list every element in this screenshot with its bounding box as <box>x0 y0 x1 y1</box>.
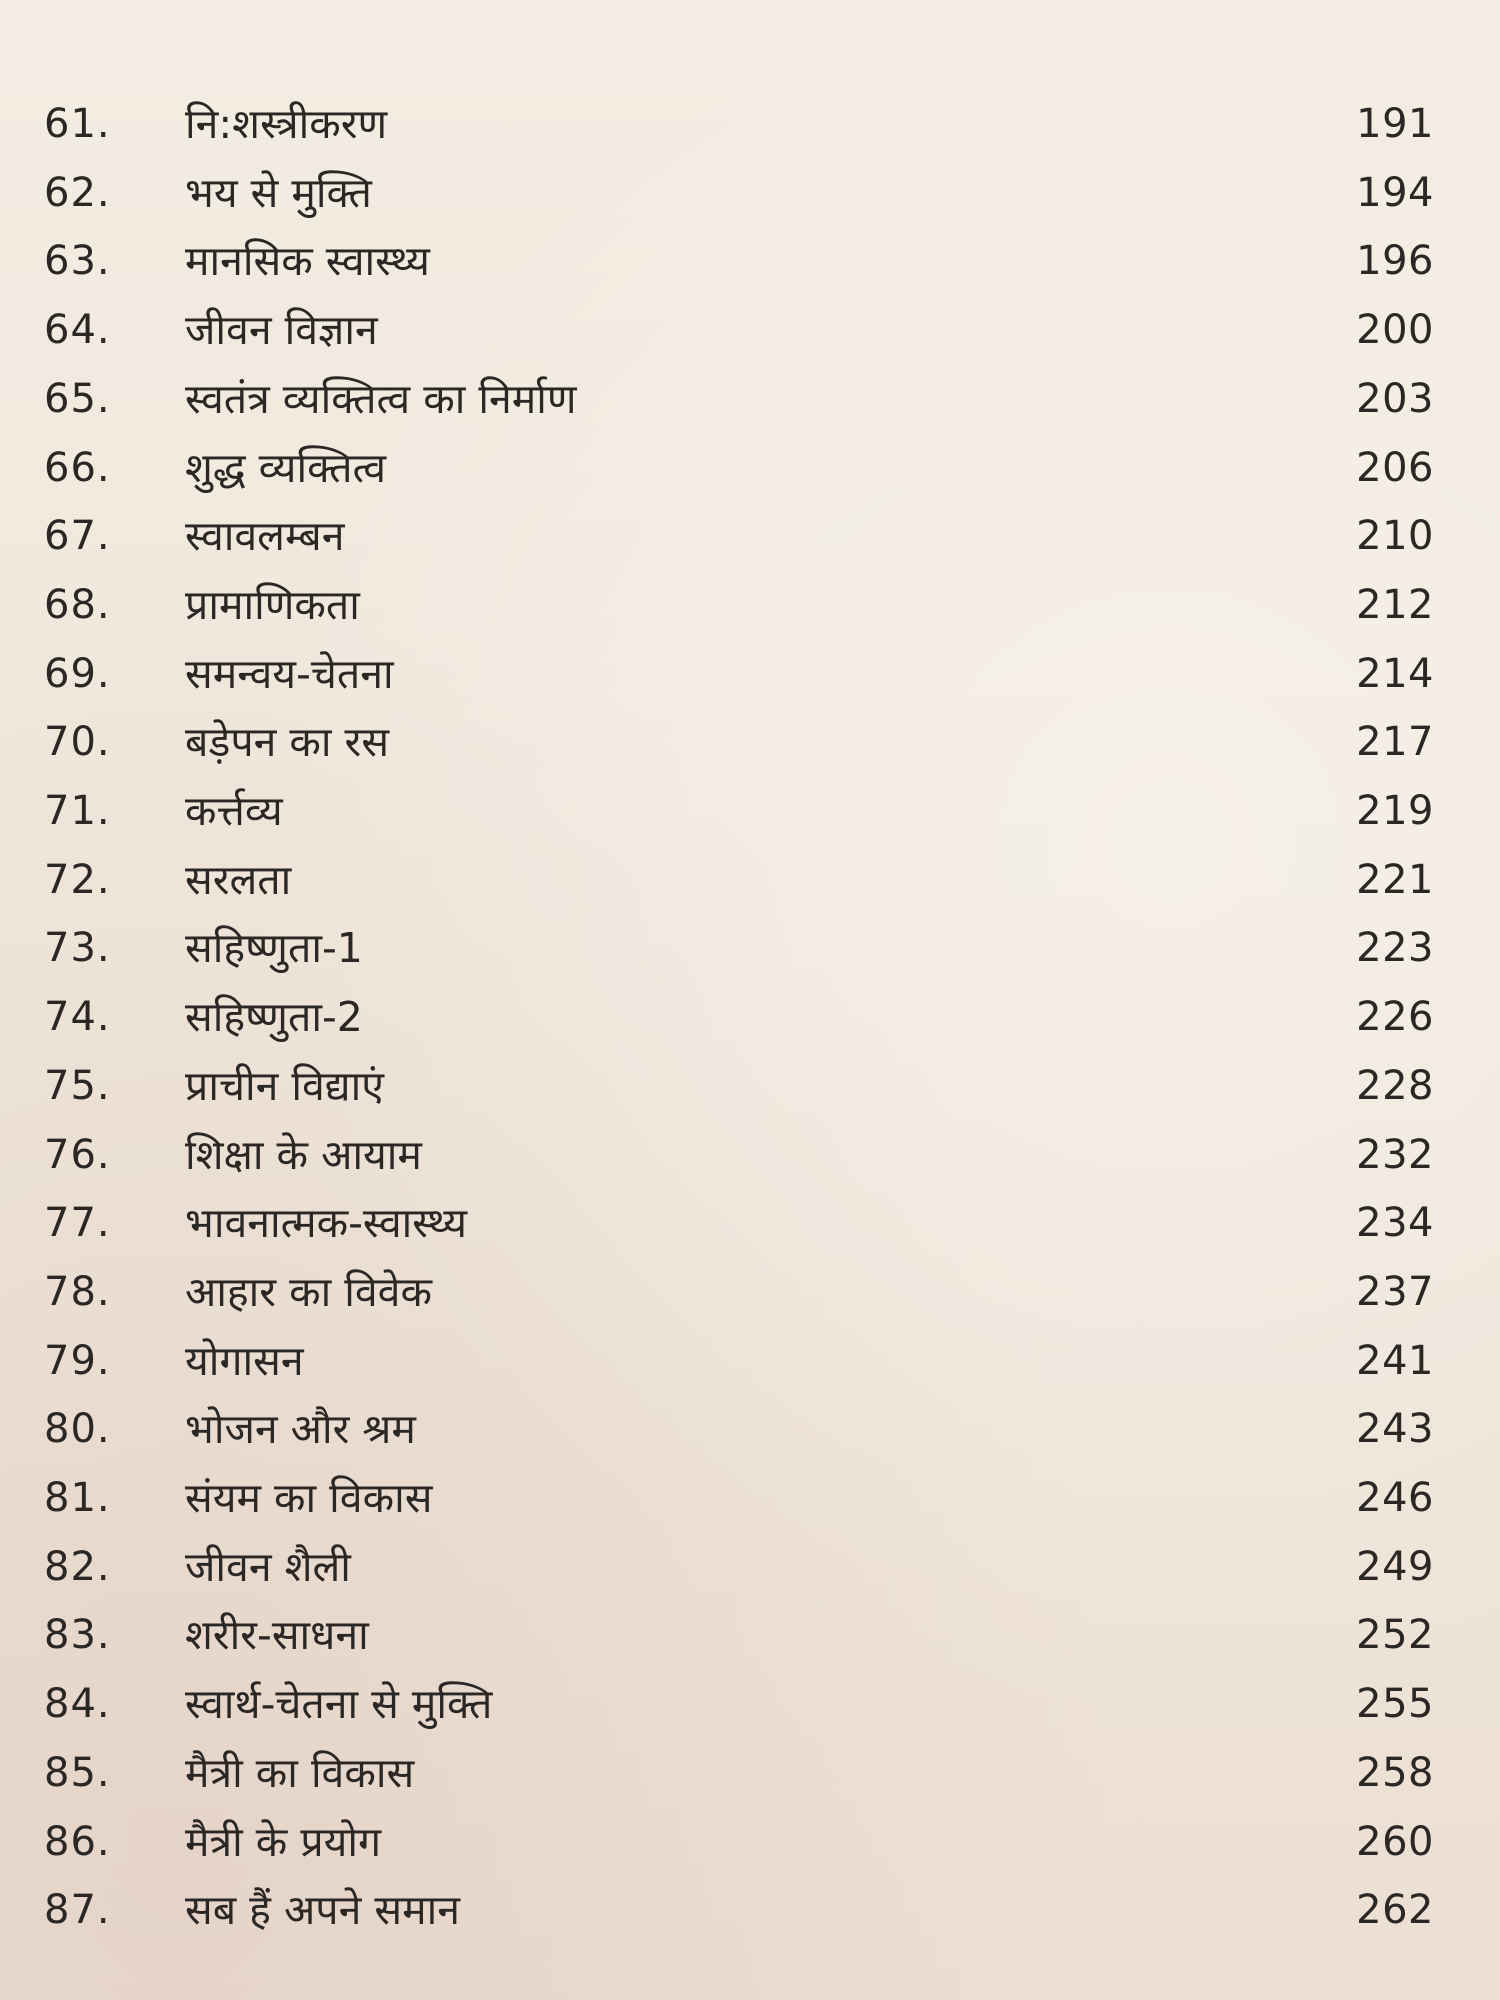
entry-page-number: 203 <box>1356 376 1434 422</box>
entry-page-number: 217 <box>1356 719 1434 765</box>
entry-page-number: 237 <box>1356 1269 1434 1315</box>
entry-page-number: 214 <box>1356 651 1434 697</box>
entry-page-number: 226 <box>1356 994 1434 1040</box>
toc-entry <box>0 846 1500 914</box>
toc-entry <box>0 1601 1500 1669</box>
entry-number: 69. <box>44 651 111 697</box>
entry-title: मैत्री का विकास <box>185 1749 415 1797</box>
entry-number: 74. <box>44 994 111 1040</box>
entry-page-number: 223 <box>1356 925 1434 971</box>
entry-title: सहिष्णुता-1 <box>185 924 363 972</box>
entry-page-number: 196 <box>1356 238 1434 284</box>
entry-number: 68. <box>44 582 111 628</box>
entry-page-number: 228 <box>1356 1063 1434 1109</box>
entry-page-number: 246 <box>1356 1475 1434 1521</box>
entry-number: 86. <box>44 1819 111 1865</box>
toc-entry <box>0 708 1500 776</box>
toc-entry <box>0 640 1500 708</box>
entry-page-number: 234 <box>1356 1200 1434 1246</box>
entry-title: भोजन और श्रम <box>185 1405 416 1453</box>
entry-title: स्वार्थ-चेतना से मुक्ति <box>185 1680 493 1728</box>
toc-entry <box>0 1121 1500 1189</box>
entry-title: नि:शस्त्रीकरण <box>185 100 388 148</box>
entry-page-number: 258 <box>1356 1750 1434 1796</box>
entry-number: 70. <box>44 719 111 765</box>
entry-number: 83. <box>44 1612 111 1658</box>
toc-entry <box>0 159 1500 227</box>
entry-page-number: 252 <box>1356 1612 1434 1658</box>
entry-page-number: 219 <box>1356 788 1434 834</box>
toc-entry <box>0 1533 1500 1601</box>
entry-number: 61. <box>44 101 111 147</box>
toc-entry <box>0 1052 1500 1120</box>
entry-number: 73. <box>44 925 111 971</box>
entry-title: कर्त्तव्य <box>185 787 283 835</box>
entry-number: 85. <box>44 1750 111 1796</box>
entry-number: 76. <box>44 1132 111 1178</box>
entry-page-number: 210 <box>1356 513 1434 559</box>
entry-title: बड़ेपन का रस <box>185 718 390 766</box>
entry-page-number: 243 <box>1356 1406 1434 1452</box>
entry-title: शरीर-साधना <box>185 1611 369 1659</box>
toc-entry <box>0 1464 1500 1532</box>
entry-page-number: 221 <box>1356 857 1434 903</box>
toc-entry <box>0 90 1500 158</box>
toc-entry <box>0 914 1500 982</box>
entry-number: 66. <box>44 445 111 491</box>
entry-number: 82. <box>44 1544 111 1590</box>
entry-title: आहार का विवेक <box>185 1268 432 1316</box>
entry-title: भावनात्मक-स्वास्थ्य <box>185 1199 468 1247</box>
entry-number: 75. <box>44 1063 111 1109</box>
entry-number: 79. <box>44 1338 111 1384</box>
entry-page-number: 255 <box>1356 1681 1434 1727</box>
table-of-contents-list <box>0 90 1500 1950</box>
toc-entry <box>0 434 1500 502</box>
entry-number: 63. <box>44 238 111 284</box>
entry-page-number: 241 <box>1356 1338 1434 1384</box>
entry-title: प्राचीन विद्याएं <box>185 1062 384 1110</box>
entry-title: योगासन <box>185 1337 304 1385</box>
entry-title: सरलता <box>185 856 292 904</box>
entry-number: 87. <box>44 1887 111 1933</box>
toc-entry <box>0 1189 1500 1257</box>
toc-entry <box>0 365 1500 433</box>
entry-number: 62. <box>44 170 111 216</box>
entry-number: 80. <box>44 1406 111 1452</box>
entry-number: 67. <box>44 513 111 559</box>
entry-title: शुद्ध व्यक्तित्व <box>185 444 387 492</box>
toc-entry <box>0 1808 1500 1876</box>
entry-page-number: 260 <box>1356 1819 1434 1865</box>
toc-entry <box>0 1670 1500 1738</box>
entry-title: जीवन शैली <box>185 1543 351 1591</box>
entry-page-number: 262 <box>1356 1887 1434 1933</box>
entry-number: 81. <box>44 1475 111 1521</box>
toc-entry <box>0 502 1500 570</box>
entry-title: जीवन विज्ञान <box>185 306 378 354</box>
entry-page-number: 212 <box>1356 582 1434 628</box>
toc-entry <box>0 777 1500 845</box>
entry-number: 77. <box>44 1200 111 1246</box>
toc-entry <box>0 1395 1500 1463</box>
entry-page-number: 249 <box>1356 1544 1434 1590</box>
entry-title: सहिष्णुता-2 <box>185 993 363 1041</box>
entry-title: स्वावलम्बन <box>185 512 345 560</box>
entry-page-number: 232 <box>1356 1132 1434 1178</box>
entry-page-number: 194 <box>1356 170 1434 216</box>
entry-page-number: 206 <box>1356 445 1434 491</box>
entry-title: मानसिक स्वास्थ्य <box>185 237 430 285</box>
entry-title: मैत्री के प्रयोग <box>185 1818 382 1866</box>
entry-title: संयम का विकास <box>185 1474 433 1522</box>
entry-title: प्रामाणिकता <box>185 581 360 629</box>
entry-page-number: 191 <box>1356 101 1434 147</box>
toc-entry <box>0 983 1500 1051</box>
entry-number: 64. <box>44 307 111 353</box>
toc-entry <box>0 1876 1500 1944</box>
entry-page-number: 200 <box>1356 307 1434 353</box>
entry-title: भय से मुक्ति <box>185 169 372 217</box>
entry-number: 71. <box>44 788 111 834</box>
entry-title: स्वतंत्र व्यक्तित्व का निर्माण <box>185 375 577 423</box>
toc-entry <box>0 227 1500 295</box>
entry-number: 78. <box>44 1269 111 1315</box>
entry-title: सब हैं अपने समान <box>185 1886 460 1934</box>
entry-number: 72. <box>44 857 111 903</box>
toc-entry <box>0 1739 1500 1807</box>
toc-entry <box>0 571 1500 639</box>
entry-title: शिक्षा के आयाम <box>185 1131 422 1179</box>
toc-entry <box>0 1258 1500 1326</box>
entry-title: समन्वय-चेतना <box>185 650 394 698</box>
toc-entry <box>0 1327 1500 1395</box>
entry-number: 65. <box>44 376 111 422</box>
toc-entry <box>0 296 1500 364</box>
entry-number: 84. <box>44 1681 111 1727</box>
